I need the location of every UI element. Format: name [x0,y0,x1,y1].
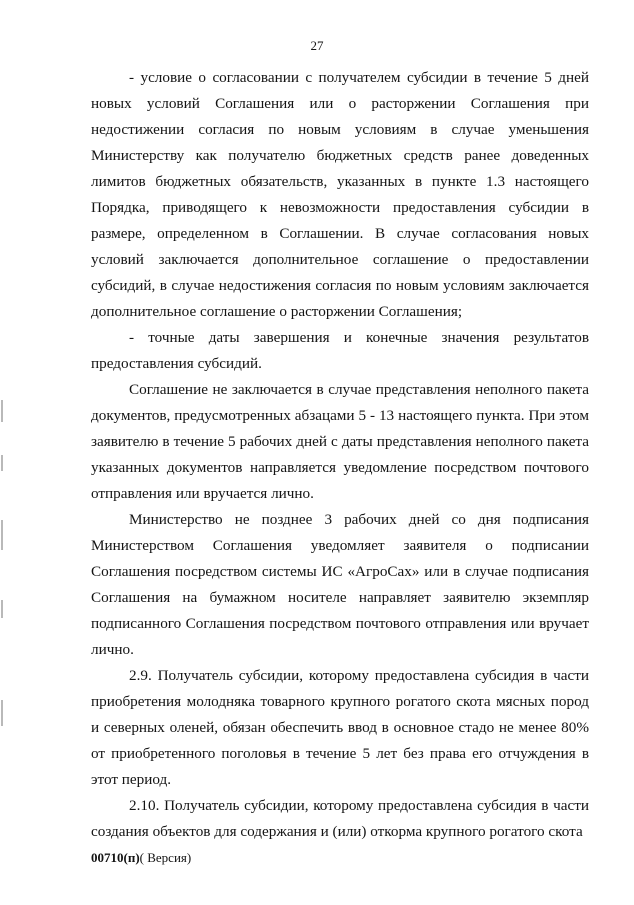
scan-margin-mark [1,700,3,726]
document-body [91,65,589,845]
paragraph-2-10: 2.10. Получатель субсидии, которому предоставлена субсидия в части создания объектов для содержания и (или) откорма крупного рогатого скота [91,797,589,840]
document-code: 00710(п) [91,850,140,865]
paragraph-agreement-not-concluded: Соглашение не заключается в случае представления неполного пакета документов, предусмотренных абзацами 5 - 13 настоящего пункта. При этом заявителю в течение 5 рабочих дней с даты представления неполного пакета указанных документов направляется уведомление посредством почтового отправления или вручается лично. [91,381,589,502]
page-number: 27 [310,38,324,53]
scan-margin-mark [1,455,3,471]
scan-margin-mark [1,520,3,550]
paragraph-condition-agreement: - условие о согласовании с получателем субсидии в течение 5 дней новых условий Соглашения или о расторжении Соглашения при недостижении согласия по новым условиям в случае уменьшения Министерству как получателю бюджетных средств ранее доведенных лимитов бюджетных обязательств, указанных в пункте 1.3 настоящего Порядка, приводящего к невозможности предоставления субсидии в размере, определенном в Соглашении. В случае согласования новых условий заключается дополнительное соглашение о предоставлении субсидий, в случае недостижения согласия по новым условиям заключается дополнительное соглашение о расторжении Соглашения; [91,69,589,320]
paragraph-exact-dates: - точные даты завершения и конечные значения результатов предоставления субсидий. [91,329,589,372]
paragraph-2-9: 2.9. Получатель субсидии, которому предоставлена субсидия в части приобретения молодняка товарного крупного рогатого скота мясных пород и северных оленей, обязан обеспечить ввод в основное стадо не менее 80% от приобретенного поголовья в течение 5 лет без права его отчуждения в этот период. [91,667,589,788]
document-version: ( Версия) [139,850,192,865]
scan-margin-mark [1,400,3,422]
paragraph-ministry-notification: Министерство не позднее 3 рабочих дней со дня подписания Министерством Соглашения уведомляет заявителя о подписании Соглашения посредством системы ИС «АгроСах» или в случае подписания Соглашения на бумажном носителе направляет заявителю экземпляр подписанного Соглашения посредством почтового отправления или вручает лично. [91,511,589,658]
footer [91,850,191,866]
scan-margin-mark [1,600,3,618]
